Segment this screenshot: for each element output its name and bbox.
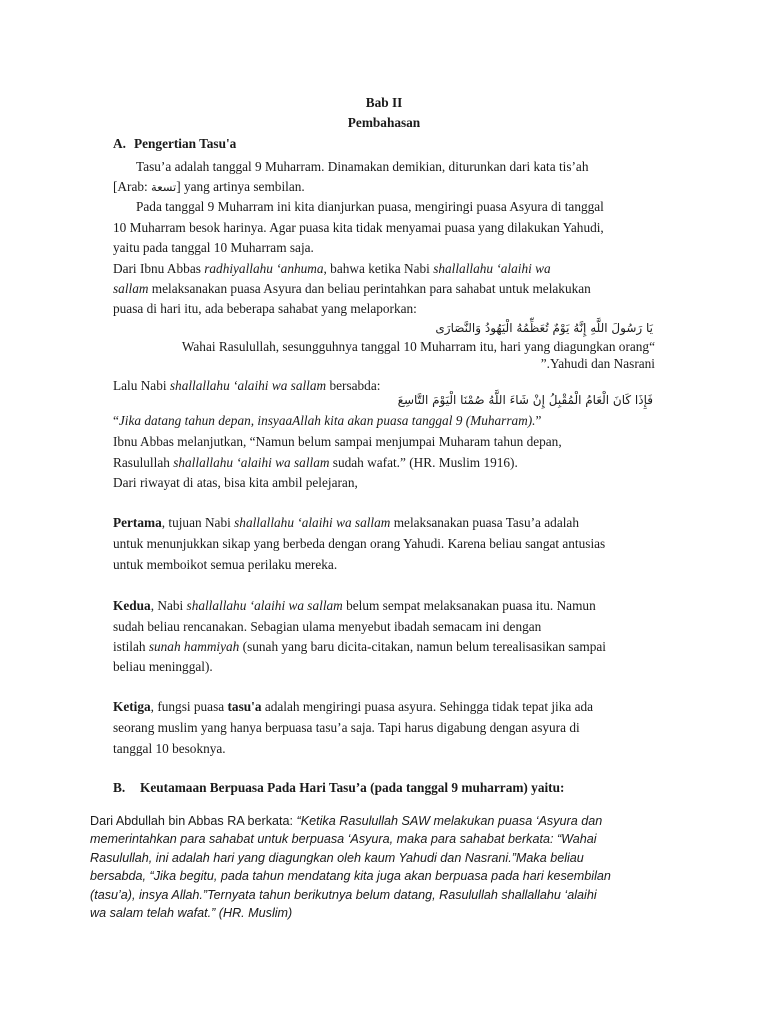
paragraph-line <box>113 179 305 195</box>
translation-line: Wahai Rasulullah, sesungguhnya tanggal 10 Muharram itu, hari yang diagungkan orang“ <box>181 339 655 354</box>
point-label: Ketiga <box>113 699 151 714</box>
italic-span: Jika datang tahun depan, insyaaAllah kita akan puasa tanggal 9 (Muharram). <box>118 413 536 428</box>
translation-line <box>113 413 541 429</box>
italic-span: sallam <box>113 281 149 296</box>
paragraph-line: seorang muslim yang hanya berpuasa tasu’a saja. Tapi harus digabung dengan asyura di <box>113 720 580 735</box>
text-span: sudah wafat.” (HR. Muslim 1916). <box>329 455 518 470</box>
text-span: “ <box>113 413 119 428</box>
paragraph-line: Pada tanggal 9 Muharram ini kita dianjurkan puasa, mengiringi puasa Asyura di tanggal <box>136 199 604 214</box>
italic-span: shallallahu ‘alaihi wa sallam <box>169 378 327 393</box>
hadith-line: wa salam telah wafat.” (HR. Muslim) <box>90 906 293 920</box>
italic-span: shallallahu ‘alaihi wa sallam <box>234 515 391 530</box>
paragraph-line: sudah beliau rencanakan. Sebagian ulama menyebut ibadah semacam ini dengan <box>113 619 542 634</box>
arabic-word: تسعة <box>151 180 177 194</box>
text-span: bersabda: <box>326 378 381 393</box>
text-span: belum sempat melaksanakan puasa itu. Namun <box>342 598 596 613</box>
italic-span: radhiyallahu ‘anhuma <box>204 261 324 276</box>
paragraph-line: puasa di hari itu, ada beberapa sahabat yang melaporkan: <box>113 301 417 316</box>
paragraph-line <box>113 281 591 297</box>
text-span: (sunah yang baru dicita-citakan, namun belum terealisasikan sampai <box>239 639 606 654</box>
paragraph-line <box>113 455 518 471</box>
section-a-heading: Pengertian Tasu'a <box>134 136 237 151</box>
italic-span: shallallahu ‘alaihi wa <box>433 261 551 276</box>
text-span: , bahwa ketika Nabi <box>323 261 434 276</box>
section-b-marker: B. <box>113 780 126 795</box>
text-span: istilah <box>113 639 149 654</box>
text-span: , tujuan Nabi <box>161 515 235 530</box>
paragraph-line <box>113 261 551 277</box>
text-span: , Nabi <box>150 598 187 613</box>
arabic-quote-1: يَا رَسُولَ اللَّهِ إِنَّهُ يَوْمٌ تُعَظِّمُهُ الْيَهُودُ وَالنَّصَارَى <box>435 321 653 335</box>
paragraph-line: tanggal 10 besoknya. <box>113 741 226 756</box>
paragraph-line: 10 Muharram besok harinya. Agar puasa kita tidak menyamai puasa yang dilakukan Yahudi, <box>113 220 604 235</box>
text-span: , fungsi puasa <box>150 699 228 714</box>
text-span: Lalu Nabi <box>113 378 170 393</box>
paragraph-line <box>113 378 380 394</box>
bold-span: tasu'a <box>227 699 262 714</box>
paragraph-line: untuk menunjukkan sikap yang berbeda dengan orang Yahudi. Karena beliau sangat antusias <box>113 536 606 551</box>
hadith-line: Rasulullah, ini adalah hari yang diagungkan oleh kaum Yahudi dan Nasrani.”Maka beliau <box>90 851 584 865</box>
italic-span: sunah hammiyah <box>148 639 240 654</box>
section-a-marker: A. <box>113 136 126 151</box>
paragraph-line: beliau meninggal). <box>113 659 213 674</box>
paragraph-line <box>113 639 606 655</box>
kedua-line <box>113 598 596 614</box>
paragraph-line: Dari riwayat di atas, bisa kita ambil pelejaran, <box>113 475 358 490</box>
arabic-quote-2: فَإِذَا كَانَ الْعَامُ الْمُقْبِلُ إِنْ شَاءَ اللَّهُ صُمْنَا الْيَوْمَ التَّاسِعَ <box>397 393 653 407</box>
hadith-line: memerintahkan para sahabat untuk berpuasa ‘Asyura, maka para sahabat berkata: “Wahai <box>90 832 597 846</box>
hadith-line: (tasu’a), insya Allah.”Ternyata tahun berikutnya belum datang, Rasulullah shallallahu ‘alaihi <box>90 888 597 902</box>
text-span: adalah mengiringi puasa asyura. Sehingga tidak tepat jika ada <box>261 699 594 714</box>
text-span: Dari Abdullah bin Abbas RA berkata: <box>90 814 297 828</box>
ketiga-line <box>113 699 593 715</box>
hadith-line: bersabda, “Jika begitu, pada tahun mendatang kita juga akan berpuasa pada hari kesembilan <box>90 869 611 883</box>
paragraph-line: untuk memboikot semua perilaku mereka. <box>113 557 338 572</box>
text-span: Rasulullah <box>113 455 174 470</box>
text-span: [Arab: <box>113 179 148 194</box>
section-b-heading: Keutamaan Berpuasa Pada Hari Tasu’a (pada tanggal 9 muharram) yaitu: <box>140 780 565 795</box>
point-label: Kedua <box>113 598 151 613</box>
translation-line: ”.Yahudi dan Nasrani <box>540 356 655 371</box>
hadith-line <box>90 813 602 829</box>
pertama-line <box>113 515 579 531</box>
text-span: ” <box>535 413 542 428</box>
paragraph-line: Tasu’a adalah tanggal 9 Muharram. Dinamakan demikian, diturunkan dari kata tis’ah <box>136 159 589 174</box>
point-label: Pertama <box>113 515 162 530</box>
paragraph-line: yaitu pada tanggal 10 Muharram saja. <box>113 240 314 255</box>
italic-span: shallallahu ‘alaihi wa sallam <box>173 455 330 470</box>
paragraph-line: Ibnu Abbas melanjutkan, “Namun belum sampai menjumpai Muharam tahun depan, <box>113 434 562 449</box>
text-span: ] yang artinya sembilan. <box>176 179 305 194</box>
chapter-label: Bab II <box>365 95 403 110</box>
italic-span: “Ketika Rasulullah SAW melakukan puasa ‘Asyura dan <box>296 814 603 828</box>
chapter-title: Pembahasan <box>347 115 421 130</box>
italic-span: shallallahu ‘alaihi wa sallam <box>186 598 343 613</box>
text-span: melaksanakan puasa Asyura dan beliau perintahkan para sahabat untuk melakukan <box>148 281 591 296</box>
text-span: melaksanakan puasa Tasu’a adalah <box>390 515 579 530</box>
text-span: Dari Ibnu Abbas <box>113 261 205 276</box>
